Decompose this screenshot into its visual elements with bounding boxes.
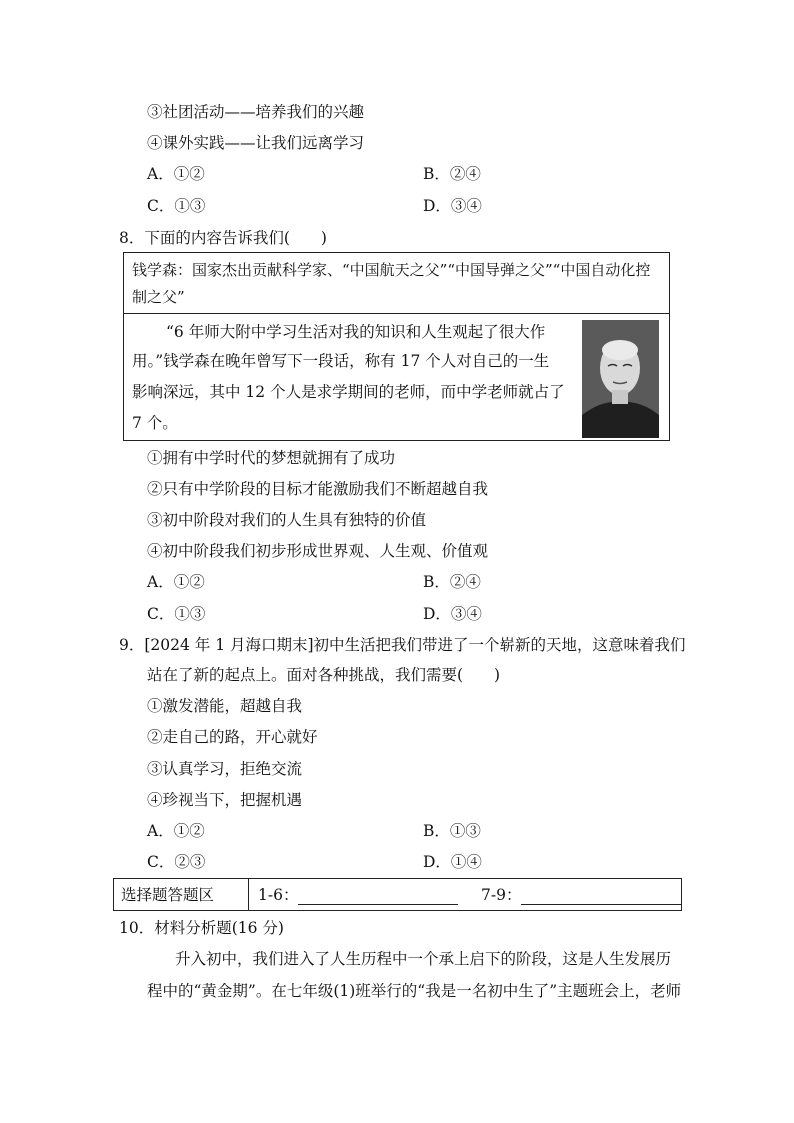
q9-item-2: ②走自己的路，开心就好 bbox=[147, 728, 318, 746]
q8-quote-line-4: 7 个。 bbox=[132, 414, 178, 432]
q9-stem-line-1: 9．[2024 年 1 月海口期末]初中生活把我们带进了一个崭新的天地，这意味着我们 bbox=[119, 636, 686, 654]
answer-range-7-9[interactable] bbox=[481, 885, 681, 905]
q9-option-a: A．①② bbox=[147, 822, 205, 840]
q9-option-b: B．①③ bbox=[423, 822, 481, 840]
q8-quote-line-2: 用。”钱学森在晚年曾写下一段话，称有 17 个人对自己的一生 bbox=[132, 352, 550, 370]
q10-stem: 10．材料分析题(16 分) bbox=[119, 919, 284, 937]
q8-item-3: ③初中阶段对我们的人生具有独特的价值 bbox=[147, 511, 427, 529]
q8-stem: 8．下面的内容告诉我们( ) bbox=[119, 229, 327, 247]
q8-item-2: ②只有中学阶段的目标才能激励我们不断超越自我 bbox=[147, 480, 489, 498]
q9-option-c: C．②③ bbox=[147, 853, 206, 871]
q9-item-4: ④珍视当下，把握机遇 bbox=[147, 791, 303, 809]
q7-option-d: D．③④ bbox=[423, 197, 482, 215]
q7-option-b: B．②④ bbox=[423, 165, 481, 183]
q8-box-line-1: 钱学森：国家杰出贡献科学家、“中国航天之父”“中国导弹之父”“中国自动化控 bbox=[132, 261, 651, 279]
q8-option-c: C．①③ bbox=[147, 605, 206, 623]
answer-blank-1-6[interactable] bbox=[298, 890, 458, 905]
q7-item-4: ④课外实践——让我们远离学习 bbox=[147, 134, 365, 152]
q8-option-b: B．②④ bbox=[423, 573, 481, 591]
q7-item-3: ③社团活动——培养我们的兴趣 bbox=[147, 103, 365, 121]
portrait-photo bbox=[582, 320, 659, 438]
answer-range-1-6-label: 1-6： bbox=[258, 886, 299, 904]
q8-quote-line-1: “6 年师大附中学习生活对我的知识和人生观起了很大作 bbox=[166, 323, 546, 341]
q10-paragraph-line-2: 程中的“黄金期”。在七年级(1)班举行的“我是一名初中生了”主题班会上，老师 bbox=[147, 982, 682, 1000]
q8-option-d: D．③④ bbox=[423, 605, 482, 623]
q8-option-a: A．①② bbox=[147, 573, 205, 591]
q9-stem-line-2: 站在了新的起点上。面对各种挑战，我们需要( ) bbox=[147, 666, 501, 684]
q7-option-c: C．①③ bbox=[147, 197, 206, 215]
q7-option-a: A．①② bbox=[147, 165, 205, 183]
answer-area-divider bbox=[248, 879, 249, 910]
answer-blank-7-9[interactable] bbox=[521, 890, 681, 905]
answer-area-label: 选择题答题区 bbox=[121, 886, 215, 904]
q9-item-1: ①激发潜能，超越自我 bbox=[147, 697, 303, 715]
q10-paragraph-line-1: 升入初中，我们进入了人生历程中一个承上启下的阶段，这是人生发展历 bbox=[175, 950, 672, 968]
q8-info-box bbox=[123, 252, 670, 314]
answer-area-table bbox=[113, 878, 682, 911]
q8-quote-line-3: 影响深远，其中 12 个人是求学期间的老师，而中学老师就占了 bbox=[132, 383, 565, 401]
answer-range-7-9-label: 7-9： bbox=[481, 886, 522, 904]
q9-option-d: D．①④ bbox=[423, 853, 482, 871]
q9-item-3: ③认真学习，拒绝交流 bbox=[147, 760, 303, 778]
q8-box-line-2: 制之父” bbox=[132, 288, 185, 306]
q8-item-1: ①拥有中学时代的梦想就拥有了成功 bbox=[147, 449, 396, 467]
q8-item-4: ④初中阶段我们初步形成世界观、人生观、价值观 bbox=[147, 542, 489, 560]
answer-range-1-6[interactable] bbox=[258, 885, 458, 905]
